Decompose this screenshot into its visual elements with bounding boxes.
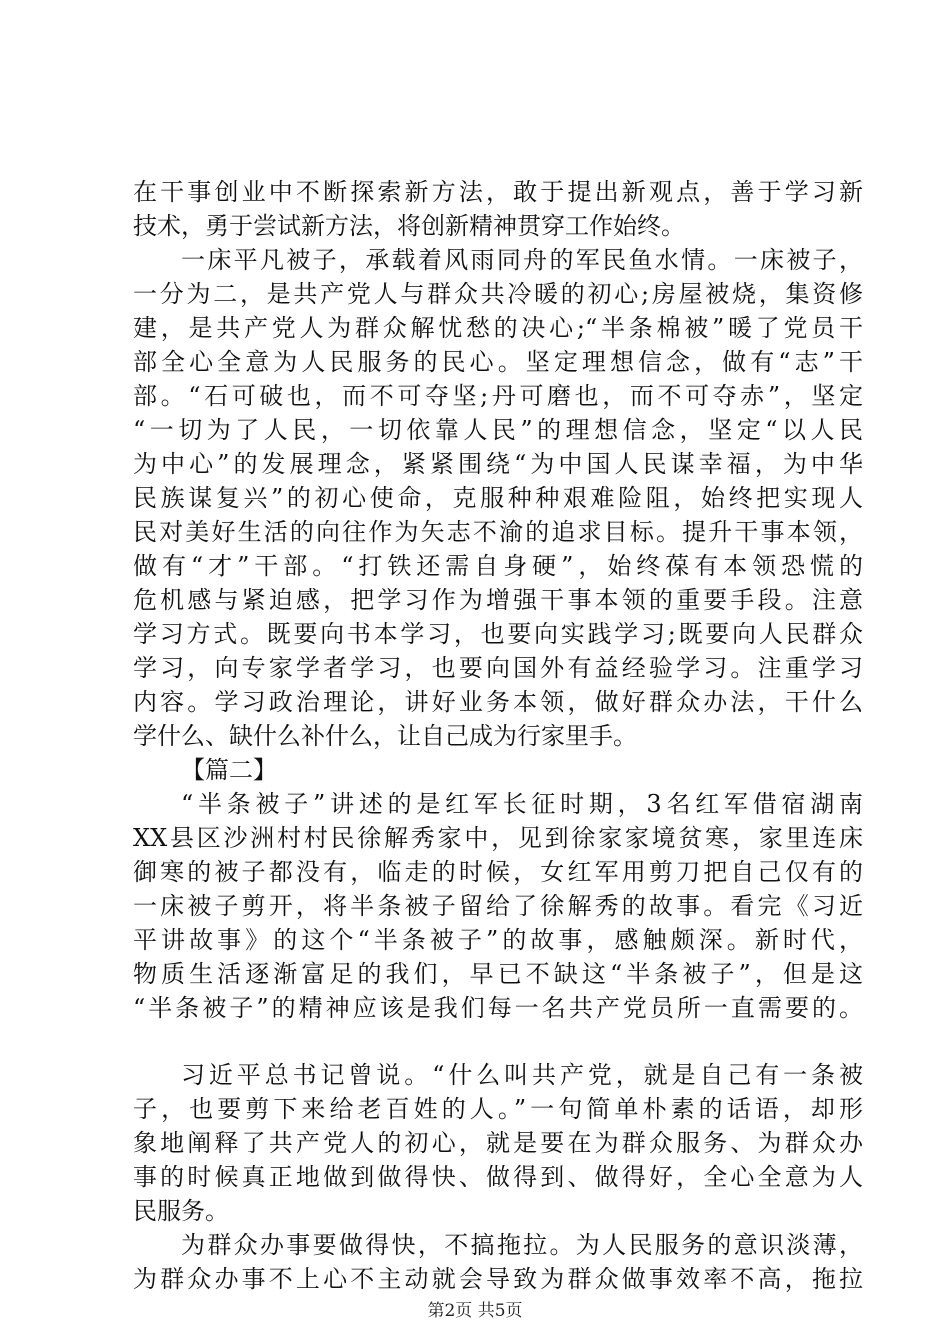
text-line: 事的时候真正地做到做得快、做得到、做得好，全心全意为人 — [133, 1163, 863, 1191]
text-line: 子，也要剪下来给老百姓的人。”一句简单朴素的话语，却形 — [133, 1095, 863, 1123]
text-line: 内容。学习政治理论，讲好业务本领，做好群众办法，干什么 — [133, 688, 863, 716]
text-line: 民族谋复兴”的初心使命，克服种种艰难险阻，始终把实现人 — [133, 484, 863, 512]
text-line: XX县区沙洲村村民徐解秀家中，见到徐家家境贫寒，家里连床 — [133, 824, 863, 852]
text-line: 部全心全意为人民服务的民心。坚定理想信念，做有“志”干 — [133, 348, 863, 376]
text-line: 一分为二，是共产党人与群众共冷暖的初心;房屋被烧，集资修 — [133, 280, 863, 308]
text-line: 学什么、缺什么补什么，让自己成为行家里手。 — [133, 722, 637, 750]
text-line: 在干事创业中不断探索新方法，敢于提出新观点，善于学习新 — [133, 178, 863, 206]
section-heading: 【篇二】 — [181, 756, 277, 784]
text-line: 技术，勇于尝试新方法，将创新精神贯穿工作始终。 — [133, 212, 685, 240]
text-line: 民对美好生活的向往作为矢志不渝的追求目标。提升干事本领， — [133, 518, 863, 546]
text-line: 学习，向专家学者学习，也要向国外有益经验学习。注重学习 — [133, 654, 863, 682]
text-line: 平讲故事》的这个“半条被子”的故事，感触颇深。新时代， — [133, 926, 863, 954]
text-line: 为群众办事不上心不主动就会导致为群众做事效率不高，拖拉 — [133, 1265, 863, 1293]
text-line: “半条被子”讲述的是红军长征时期，3名红军借宿湖南 — [181, 790, 863, 818]
text-line: 习近平总书记曾说。“什么叫共产党，就是自己有一条被 — [181, 1061, 863, 1089]
text-line: 做有“才”干部。“打铁还需自身硬”，始终葆有本领恐慌的 — [133, 552, 863, 580]
text-line: 御寒的被子都没有，临走的时候，女红军用剪刀把自己仅有的 — [133, 858, 863, 886]
text-line: 象地阐释了共产党人的初心，就是要在为群众服务、为群众办 — [133, 1129, 863, 1157]
text-line: 学习方式。既要向书本学习，也要向实践学习;既要向人民群众 — [133, 620, 863, 648]
text-line: 一床被子剪开，将半条被子留给了徐解秀的故事。看完《习近 — [133, 892, 863, 920]
text-line: “半条被子”的精神应该是我们每一名共产党员所一直需要的。 — [133, 994, 863, 1022]
text-line: 物质生活逐渐富足的我们，早已不缺这“半条被子”，但是这 — [133, 960, 863, 988]
text-line: 民服务。 — [133, 1197, 229, 1225]
text-line: 为群众办事要做得快，不搞拖拉。为人民服务的意识淡薄， — [181, 1231, 863, 1259]
text-line: “一切为了人民，一切依靠人民”的理想信念，坚定“以人民 — [133, 416, 863, 444]
text-line: 为中心”的发展理念，紧紧围绕“为中国人民谋幸福，为中华 — [133, 450, 863, 478]
page-number-footer: 第2页 共5页 — [427, 1301, 523, 1321]
text-line: 危机感与紧迫感，把学习作为增强干事本领的重要手段。注意 — [133, 586, 863, 614]
text-line: 建，是共产党人为群众解忧愁的决心;“半条棉被”暖了党员干 — [133, 314, 863, 342]
text-line: 一床平凡被子，承载着风雨同舟的军民鱼水情。一床被子， — [181, 246, 863, 274]
text-line: 部。“石可破也，而不可夺坚;丹可磨也，而不可夺赤”，坚定 — [133, 382, 863, 410]
